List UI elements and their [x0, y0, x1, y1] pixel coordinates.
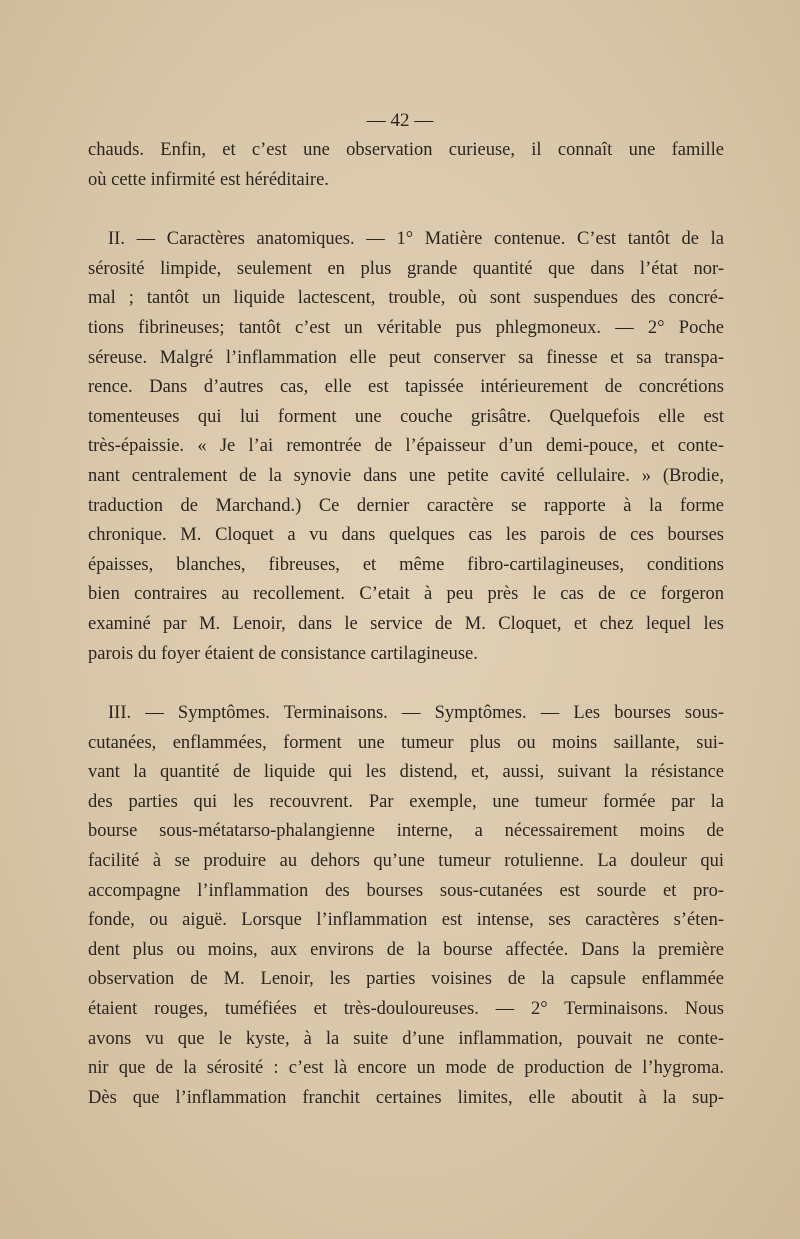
text-line: traduction de Marchand.) Ce dernier caractère se rapporte à la forme [88, 495, 724, 516]
paragraph-3-symptoms-terminations [88, 699, 724, 1113]
text-line: épaisses, blanches, fibreuses, et même fibro-cartilagineuses, conditions [88, 554, 724, 575]
page-number: — 42 — [366, 110, 434, 131]
paragraph-1 [88, 136, 724, 195]
text-line: avons vu que le kyste, à la suite d’une inflammation, pouvait ne conte- [88, 1028, 724, 1049]
text-line: cutanées, enflammées, forment une tumeur plus ou moins saillante, sui- [88, 732, 724, 753]
text-line: étaient rouges, tuméfiées et très-douloureuses. — 2° Terminaisons. Nous [88, 999, 724, 1020]
text-line: facilité à se produire au dehors qu’une tumeur rotulienne. La douleur qui [88, 851, 724, 872]
text-line: tions fibrineuses; tantôt c’est un véritable pus phlegmoneux. — 2° Poche [88, 317, 724, 338]
text-line: bien contraires au recollement. C’etait à peu près le cas de ce forgeron [88, 584, 724, 605]
text-line: nir que de la sérosité : c’est là encore un mode de production de l’hygroma. [88, 1058, 724, 1079]
text-line: observation de M. Lenoir, les parties voisines de la capsule enflammée [88, 969, 724, 990]
paragraph-2-anatomical-characters [88, 225, 724, 669]
text-line: séreuse. Malgré l’inflammation elle peut conserver sa finesse et sa transpa- [88, 347, 724, 368]
text-line: parois du foyer étaient de consistance cartilagineuse. [88, 643, 478, 664]
text-line: chronique. M. Cloquet a vu dans quelques cas les parois de ces bourses [88, 525, 724, 546]
text-line: bourse sous-métatarso-phalangienne interne, a nécessairement moins de [88, 821, 724, 842]
text-line: très-épaissie. « Je l’ai remontrée de l’épaisseur d’un demi-pouce, et conte- [88, 436, 724, 457]
text-line: vant la quantité de liquide qui les distend, et, aussi, suivant la résistance [88, 762, 724, 783]
text-line: examiné par M. Lenoir, dans le service de M. Cloquet, et chez lequel les [88, 613, 724, 634]
text-line: accompagne l’inflammation des bourses sous-cutanées est sourde et pro- [88, 880, 724, 901]
text-line: où cette infirmité est héréditaire. [88, 169, 329, 190]
text-line: II. — Caractères anatomiques. — 1° Matière contenue. C’est tantôt de la [108, 229, 724, 250]
text-line: rence. Dans d’autres cas, elle est tapissée intérieurement de concrétions [88, 377, 724, 398]
text-line: fonde, ou aiguë. Lorsque l’inflammation est intense, ses caractères s’éten- [88, 910, 724, 931]
text-line: chauds. Enfin, et c’est une observation curieuse, il connaît une famille [88, 140, 724, 160]
body-text [88, 136, 724, 1113]
text-line: Dès que l’inflammation franchit certaines limites, elle aboutit à la sup- [88, 1087, 724, 1108]
text-line: nant centralement de la synovie dans une petite cavité cellulaire. » (Brodie, [88, 465, 724, 486]
text-line: des parties qui les recouvrent. Par exemple, une tumeur formée par la [88, 791, 724, 812]
text-line: III. — Symptômes. Terminaisons. — Symptômes. — Les bourses sous- [108, 703, 724, 724]
text-line: mal ; tantôt un liquide lactescent, trouble, où sont suspendues des concré- [88, 288, 724, 309]
text-line: tomenteuses qui lui forment une couche grisâtre. Quelquefois elle est [88, 406, 724, 427]
text-line: dent plus ou moins, aux environs de la bourse affectée. Dans la première [88, 939, 724, 960]
text-line: sérosité limpide, seulement en plus grande quantité que dans l’état nor- [88, 258, 724, 279]
